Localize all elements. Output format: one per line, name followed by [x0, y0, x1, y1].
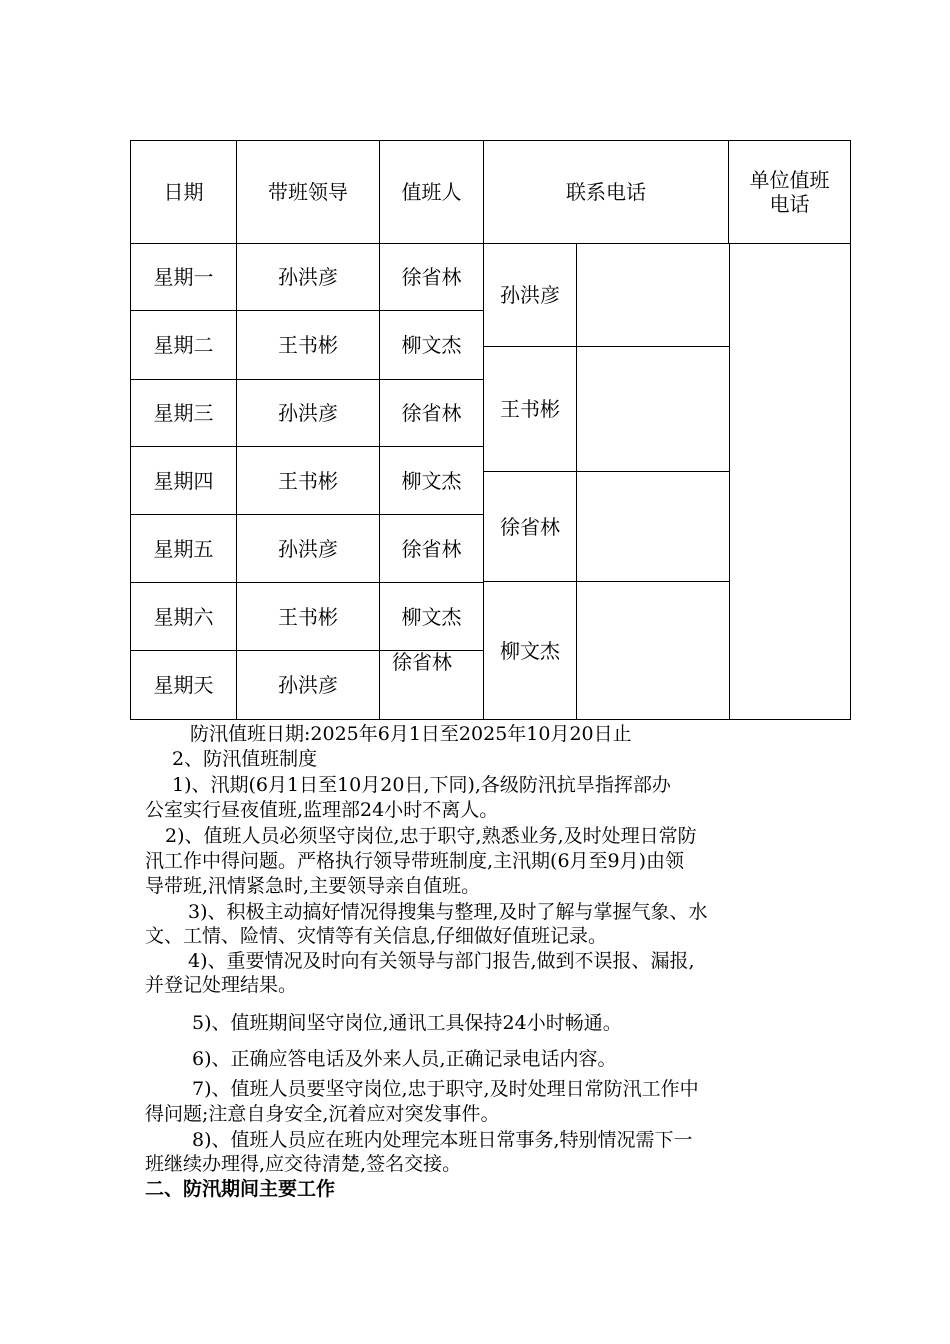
row-leader: 王书彬: [278, 468, 338, 493]
paragraph-7: 7)、值班人员要坚守岗位,忠于职守,及时处理日常防汛工作中: [192, 1078, 699, 1100]
paragraph-3: 文、工情、险情、灾情等有关信息,仔细做好值班记录。: [145, 925, 608, 947]
paragraph-8: 8)、值班人员应在班内处理完本班日常事务,特别情况需下一: [192, 1129, 693, 1151]
row-duty: 柳文杰: [401, 604, 462, 629]
header-duty: 值班人: [401, 180, 462, 204]
row-day: 星期三: [153, 401, 214, 425]
row-leader: 王书彬: [278, 333, 338, 357]
row-day: 星期五: [153, 536, 214, 561]
contact-name: 王书彬: [500, 397, 560, 421]
row-day: 星期六: [153, 604, 214, 629]
paragraph-2: 汛工作中得问题。严格执行领导带班制度,主汛期(6月至9月)由领: [145, 850, 685, 872]
row-duty: 徐省林: [401, 265, 462, 289]
duty-schedule-table: [130, 140, 851, 720]
paragraph-2: 2)、值班人员必须坚守岗位,忠于职守,熟悉业务,及时处理日常防: [165, 825, 697, 847]
row-leader: 孙洪彦: [278, 401, 338, 425]
paragraph-1: 公室实行昼夜值班,监理部24小时不离人。: [145, 799, 499, 821]
row-duty: 柳文杰: [401, 333, 462, 357]
row-leader: 王书彬: [278, 604, 338, 629]
row-duty: 徐省林: [401, 401, 462, 425]
row-leader: 孙洪彦: [278, 265, 338, 289]
paragraph-2: 导带班,汛情紧急时,主要领导亲自值班。: [145, 875, 481, 897]
header-contact: 联系电话: [566, 180, 646, 204]
section-2-title: 2、防汛值班制度: [172, 748, 318, 770]
paragraph-4: 并登记处理结果。: [145, 974, 298, 996]
row-day: 星期二: [153, 333, 214, 357]
paragraph-1: 1)、汛期(6月1日至10月20日,下同),各级防汛抗旱指挥部办: [172, 774, 671, 796]
header-date: 日期: [163, 180, 204, 204]
paragraph-5: 5)、值班期间坚守岗位,通讯工具保持24小时畅通。: [192, 1012, 622, 1034]
section-heading: 二、防汛期间主要工作: [145, 1178, 336, 1200]
paragraph-3: 3)、积极主动搞好情况得搜集与整理,及时了解与掌握气象、水: [188, 901, 708, 923]
row-duty: 徐省林: [401, 536, 462, 561]
header-leader: 带班领导: [268, 180, 348, 204]
contact-name: 徐省林: [500, 514, 560, 539]
row-duty: 柳文杰: [401, 468, 462, 493]
paragraph-8: 班继续办理得,应交待清楚,签名交接。: [145, 1153, 462, 1175]
row-day: 星期天: [153, 673, 214, 697]
contact-name: 孙洪彦: [500, 283, 560, 307]
contact-name: 柳文杰: [500, 638, 560, 663]
paragraph-4: 4)、重要情况及时向有关领导与部门报告,做到不误报、漏报,: [188, 950, 695, 972]
row-leader: 孙洪彦: [278, 536, 338, 561]
header-unit-phone: 单位值班 电话: [749, 168, 830, 216]
row-day: 星期一: [153, 265, 214, 289]
duty-date-line: 防汛值班日期:2025年6月1日至2025年10月20日止: [190, 723, 632, 745]
row-leader: 孙洪彦: [278, 673, 338, 697]
row-duty: 徐省林: [392, 650, 452, 674]
paragraph-6: 6)、正确应答电话及外来人员,正确记录电话内容。: [192, 1048, 617, 1070]
paragraph-7: 得问题;注意自身安全,沉着应对突发事件。: [145, 1103, 500, 1125]
row-day: 星期四: [153, 468, 214, 493]
